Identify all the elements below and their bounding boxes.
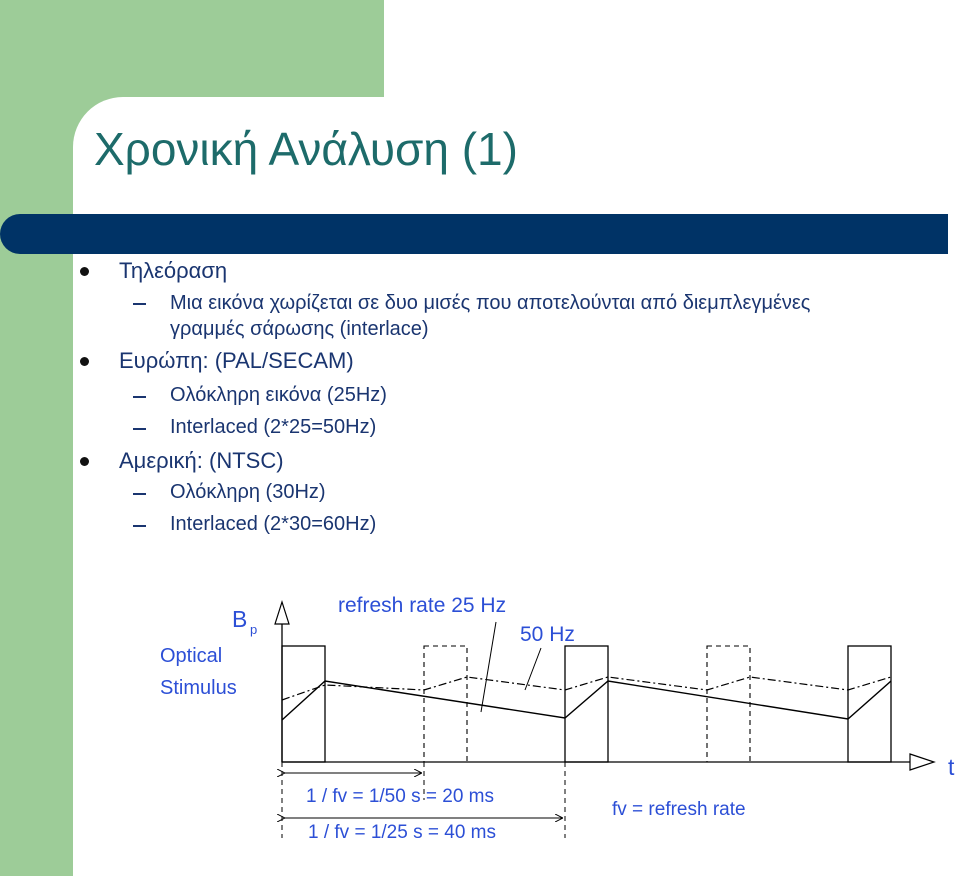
y-axis-arrowhead xyxy=(275,602,289,624)
sub-bullet-interlace-2: γραμμές σάρωσης (interlace) xyxy=(170,318,429,340)
refresh-rate-25hz-label: refresh rate 25 Hz xyxy=(338,594,507,617)
x-axis-label: t xyxy=(948,754,955,780)
period-50hz-label: 1 / fv = 1/50 s = 20 ms xyxy=(306,786,494,807)
pulse-25hz xyxy=(848,646,891,762)
bullet-europe: Ευρώπη: (PAL/SECAM) xyxy=(119,348,354,373)
stimulus-label-line2: Stimulus xyxy=(160,677,237,699)
response-25hz-curve xyxy=(282,681,891,720)
pulse-25hz xyxy=(282,646,325,762)
period-25hz-label: 1 / fv = 1/25 s = 40 ms xyxy=(308,822,496,843)
sub-bullet-america-full: Ολόκληρη (30Hz) xyxy=(170,481,326,503)
stimulus-label-line1: Optical xyxy=(160,645,223,667)
pulse-25hz xyxy=(565,646,608,762)
refresh-rate-50hz-label: 50 Hz xyxy=(520,623,575,646)
sub-bullet-interlace-1: Μια εικόνα χωρίζεται σε δυο μισές που αποτελούνται από διεμπλεγμένες xyxy=(170,292,811,314)
leader-line-50hz xyxy=(525,648,541,690)
bullet-tv: Τηλεόραση xyxy=(119,258,228,283)
fv-definition-label: fv = refresh rate xyxy=(612,799,746,820)
bullet-america: Αμερική: (NTSC) xyxy=(119,448,284,473)
x-axis-arrowhead xyxy=(910,754,934,770)
sub-bullet-europe-full: Ολόκληρη εικόνα (25Hz) xyxy=(170,384,387,406)
y-axis-subscript: p xyxy=(250,622,258,637)
pulse-50hz xyxy=(424,646,467,762)
slide-title: Χρονική Ανάλυση (1) xyxy=(94,123,518,175)
sub-bullet-europe-interlaced: Interlaced (2*25=50Hz) xyxy=(170,416,377,438)
pulse-50hz xyxy=(707,646,750,762)
leader-line-25hz xyxy=(481,622,496,712)
y-axis-label: B xyxy=(232,606,248,632)
sub-bullet-america-interlaced: Interlaced (2*30=60Hz) xyxy=(170,513,377,535)
